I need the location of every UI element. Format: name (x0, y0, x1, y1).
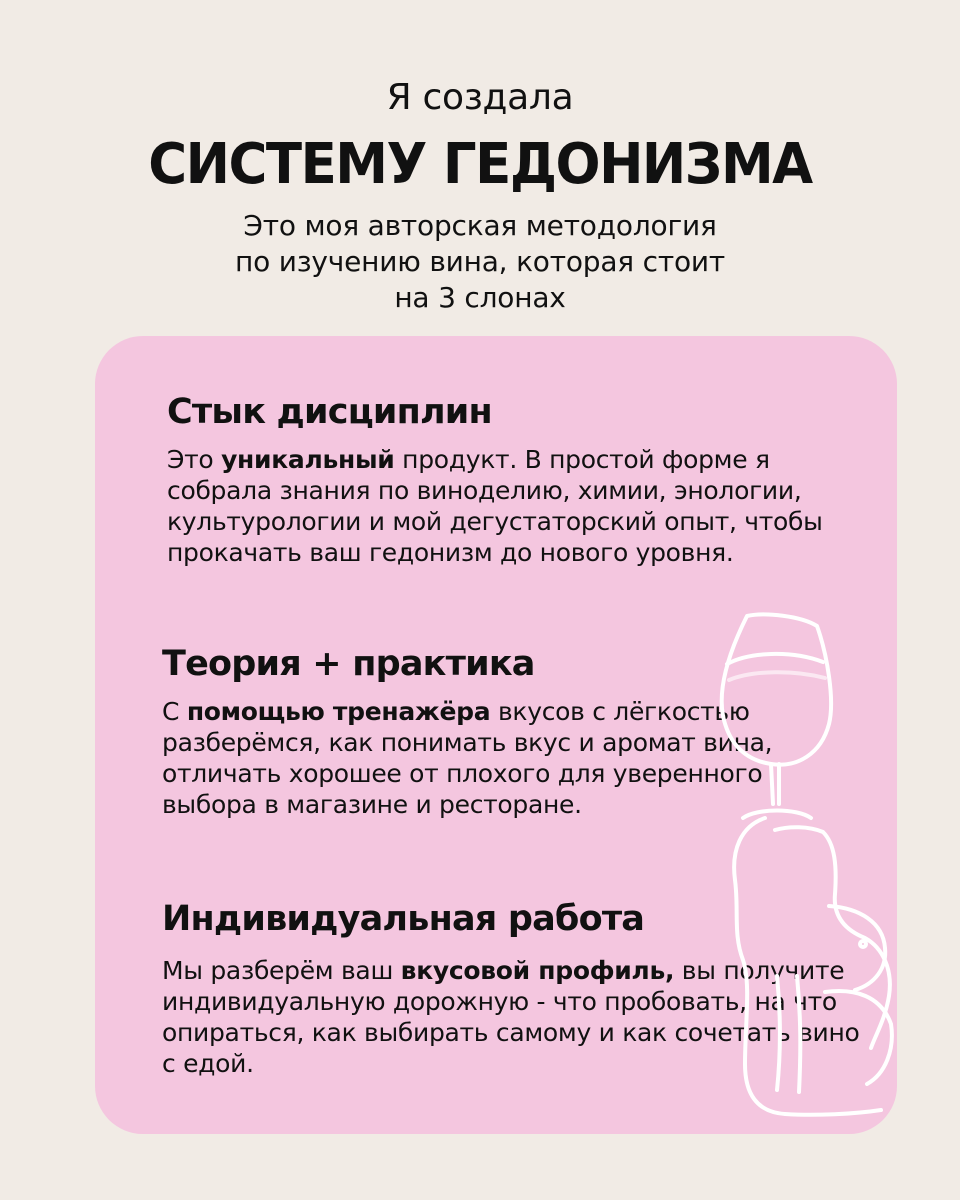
subtitle (0, 208, 960, 316)
section-text (162, 955, 862, 1079)
section-text-part: Мы разберём ваш (162, 956, 401, 985)
section-text-part: вы получите индивидуальную дорожную - что пробовать, на что опираться, как выбирать самому и как сочетать вино с едой. (162, 956, 860, 1078)
subtitle-line: Это моя авторская методология (243, 209, 717, 242)
section-theory-practice (162, 642, 862, 820)
section-title: Стык дисциплин (167, 392, 492, 432)
section-text (167, 444, 867, 568)
section-title: Индивидуальная работа (162, 899, 645, 939)
section-text-highlight: уникальный (221, 445, 395, 474)
section-text-part: продукт. В простой форме я собрала знания по виноделию, химии, энологии, культурологии и мой дегустаторский опыт, чтобы прокачать ваш гедонизм до нового уровня. (167, 445, 823, 567)
page-title: СИСТЕМУ ГЕДОНИЗМА (148, 132, 812, 197)
section-text (162, 696, 862, 820)
subtitle-line: на 3 слонах (394, 281, 566, 314)
section-individual-work (162, 897, 862, 1079)
section-interdisciplinary (167, 390, 867, 568)
section-text-part: Это (167, 445, 222, 474)
subtitle-line: по изучению вина, которая стоит (234, 245, 725, 278)
section-text-part: вкусов с лёгкостью разберёмся, как понимать вкус и аромат вина, отличать хорошее от плохого для уверенного выбора в магазине и ресторане. (162, 697, 773, 819)
section-title: Теория + практика (162, 644, 535, 684)
section-text-highlight: помощью тренажёра (186, 697, 491, 726)
intro-text: Я создала (386, 77, 574, 118)
content-card (95, 336, 897, 1134)
section-text-part: С (162, 697, 187, 726)
section-text-highlight: вкусовой профиль, (400, 956, 675, 985)
